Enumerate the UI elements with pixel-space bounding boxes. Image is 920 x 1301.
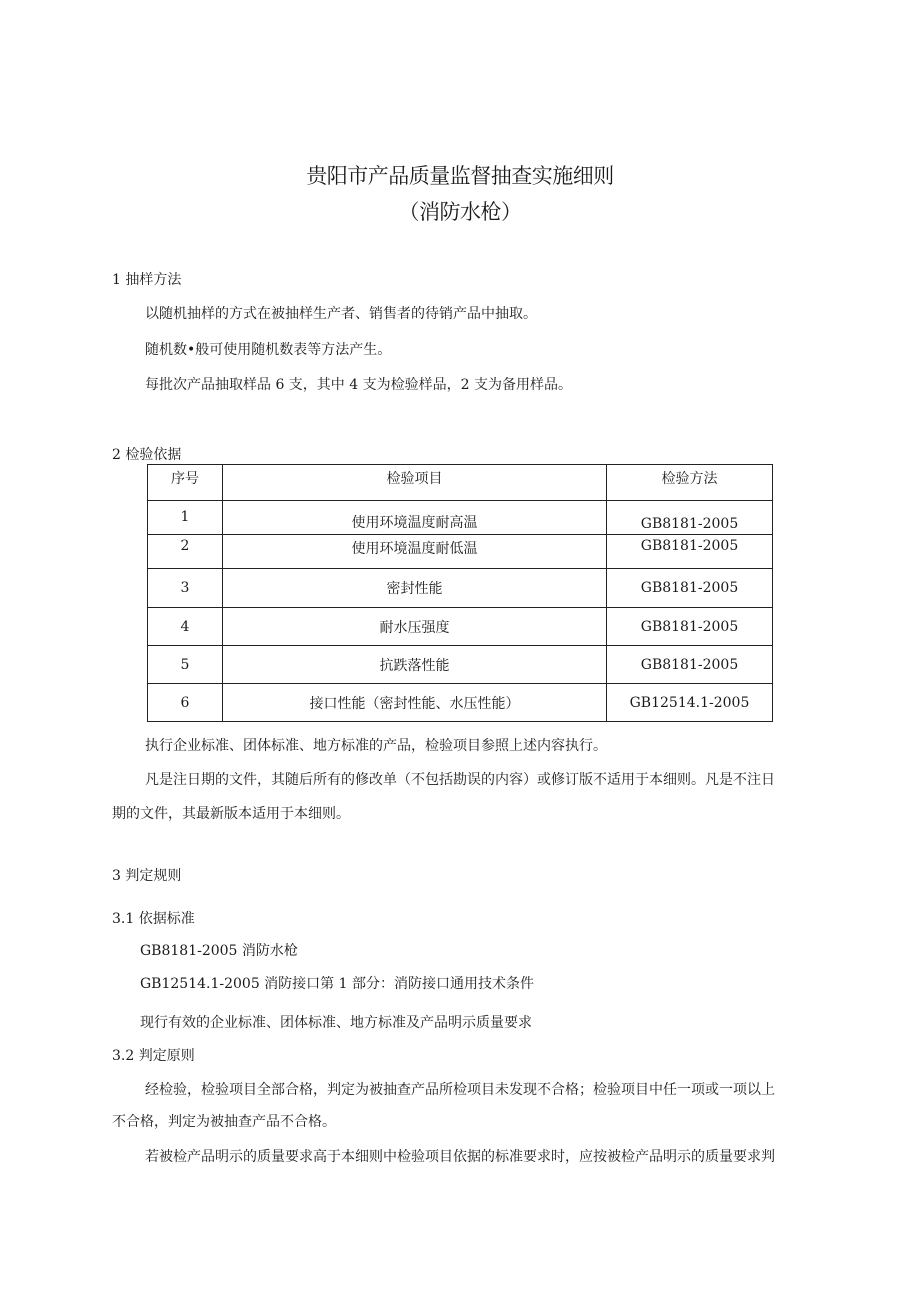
- table-cell: 使用环境温度耐低温: [351, 541, 478, 557]
- table-cell: GB8181-2005: [640, 516, 739, 532]
- table-cell: 3: [180, 580, 190, 596]
- table-cell: 抗跌落性能: [379, 657, 450, 674]
- table-cell: 1: [180, 508, 190, 525]
- section-3-2-heading: 3.2 判定原则: [112, 1048, 195, 1064]
- standard-item: GB8181-2005 消防水枪: [140, 943, 298, 959]
- table-header-cell: 序号: [171, 471, 199, 487]
- table-row: [148, 569, 773, 608]
- judgement-paragraph: 若被检产品明示的质量要求高于本细则中检验项目依据的标准要求时，应按被检产品明示的质量要求判: [145, 1149, 775, 1165]
- table-cell: GB8181-2005: [640, 538, 739, 554]
- table-header-row: [148, 465, 773, 501]
- section-1-heading: 1 抽样方法: [112, 272, 182, 288]
- judgement-paragraph: 经检验，检验项目全部合格，判定为被抽查产品所检项目未发现不合格；检验项目中任一项或一项以上: [145, 1082, 775, 1098]
- table-row: [148, 646, 773, 684]
- table-header-cell: 检验方法: [661, 471, 718, 487]
- section-3-1-heading: 3.1 依据标准: [112, 911, 195, 927]
- inspection-table: [147, 464, 773, 722]
- section-1-paragraph: 随机数•般可使用随机数表等方法产生。: [145, 342, 392, 358]
- document-title: 贵阳市产品质量监督抽查实施细则: [306, 164, 614, 188]
- section-2-heading: 2 检验依据: [112, 447, 182, 463]
- table-row: [148, 608, 773, 646]
- table-cell: 接口性能（密封性能、水压性能）: [309, 695, 520, 712]
- table-cell: 密封性能: [386, 581, 443, 597]
- table-cell: 4: [180, 618, 190, 635]
- standard-item: GB12514.1-2005 消防接口第 1 部分：消防接口通用技术条件: [140, 976, 534, 992]
- table-cell: 使用环境温度耐高温: [351, 515, 478, 531]
- table-cell: 耐水压强度: [379, 619, 450, 636]
- judgement-paragraph: 不合格，判定为被抽查产品不合格。: [112, 1114, 336, 1130]
- table-row: [148, 535, 773, 569]
- section-2-note: 执行企业标准、团体标准、地方标准的产品，检验项目参照上述内容执行。: [145, 738, 607, 754]
- table-row: [148, 684, 773, 722]
- section-2-note: 期的文件，其最新版本适用于本细则。: [112, 806, 350, 822]
- table-cell: GB8181-2005: [640, 656, 739, 673]
- table-cell: GB12514.1-2005: [629, 694, 750, 711]
- document-subtitle: （消防水枪）: [398, 200, 522, 224]
- section-2-note: 凡是注日期的文件，其随后所有的修改单（不包括勘误的内容）或修订版不适用于本细则。凡是不注日: [145, 772, 775, 788]
- section-3-heading: 3 判定规则: [112, 868, 182, 884]
- section-1-paragraph: 每批次产品抽取样品 6 支，其中 4 支为检验样品，2 支为备用样品。: [145, 377, 572, 393]
- section-1-paragraph: 以随机抽样的方式在被抽样生产者、销售者的待销产品中抽取。: [145, 306, 537, 322]
- table-row: [148, 501, 773, 535]
- table-cell: 2: [180, 538, 190, 554]
- table-cell: GB8181-2005: [640, 618, 739, 635]
- table-cell: 6: [180, 694, 190, 711]
- table-cell: GB8181-2005: [640, 580, 739, 596]
- table-cell: 5: [180, 656, 190, 673]
- table-header-cell: 检验项目: [386, 471, 443, 487]
- standard-item: 现行有效的企业标准、团体标准、地方标准及产品明示质量要求: [140, 1015, 532, 1031]
